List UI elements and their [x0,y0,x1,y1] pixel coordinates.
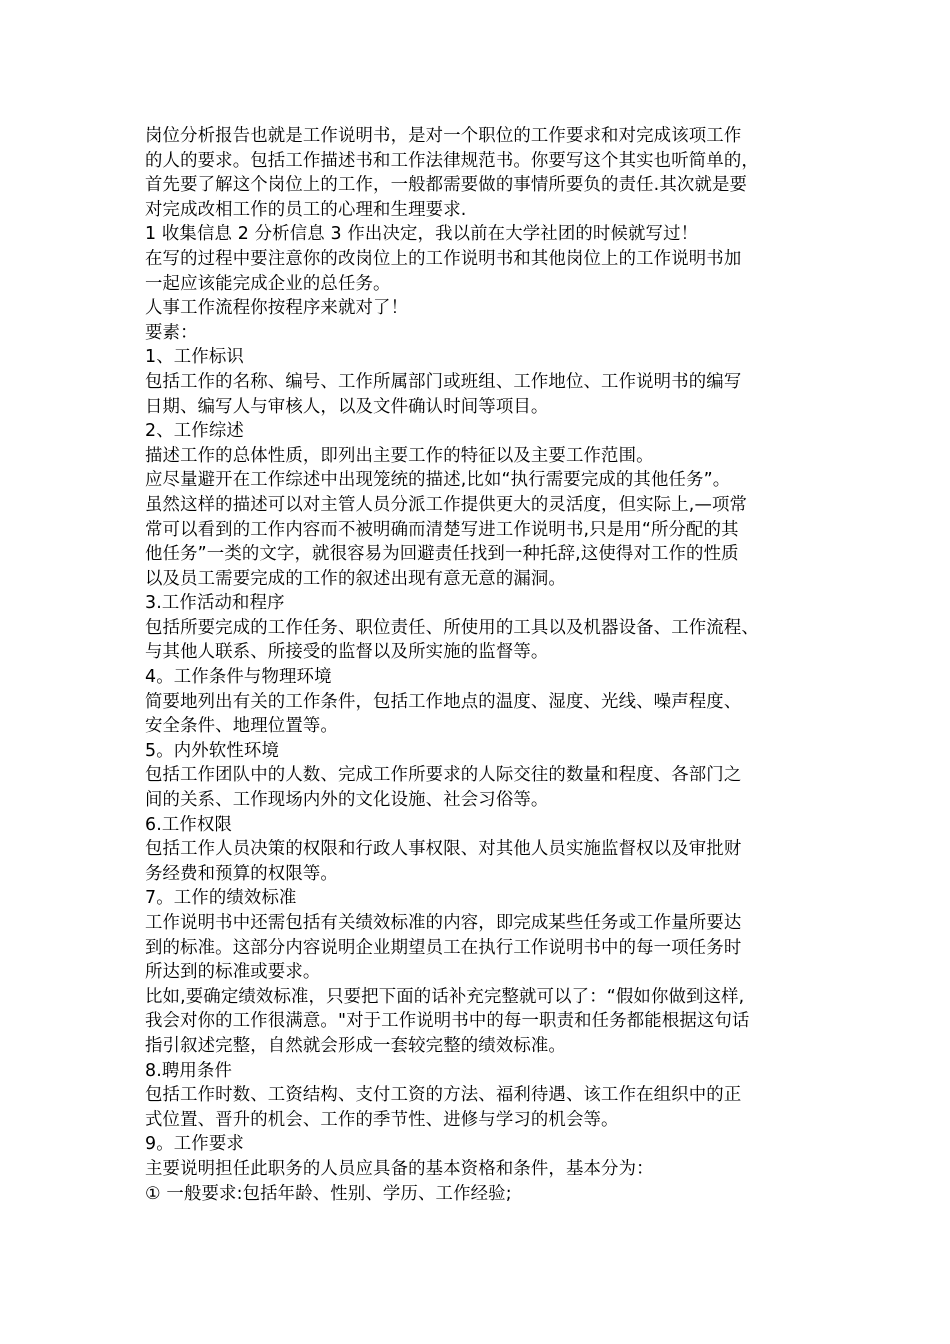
text-line: 日期、编写人与审核人，以及文件确认时间等项目。 [145,396,549,417]
document-body [145,124,817,1206]
text-line: 简要地列出有关的工作条件，包括工作地点的温度、湿度、光线、噪声程度、 [145,691,742,712]
text-line: 他任务”一类的文字，就很容易为回避责任找到一种托辞,这使得对工作的性质 [145,544,739,565]
text-line: 主要说明担任此职务的人员应具备的基本资格和条件，基本分为： [145,1158,654,1179]
list-item: ① 一般要求:包括年龄、性别、学历、工作经验; [145,1183,512,1204]
section-heading: 6.工作权限 [145,814,233,835]
section-heading: 5。内外软性环境 [145,740,279,761]
text-line: 虽然这样的描述可以对主管人员分派工作提供更大的灵活度，但实际上,—项常 [145,494,748,515]
text-line: 与其他人联系、所接受的监督以及所实施的监督等。 [145,642,549,663]
text-line: 指引叙述完整，自然就会形成一套较完整的绩效标准。 [145,1035,566,1056]
text-line: 所达到的标准或要求。 [145,962,321,983]
section-label: 要素： [145,322,198,343]
section-heading: 3.工作活动和程序 [145,593,285,614]
text-line: 包括工作时数、工资结构、支付工资的方法、福利待遇、该工作在组织中的正 [145,1085,742,1106]
text-line: 式位置、晋升的机会、工作的季节性、进修与学习的机会等。 [145,1109,619,1130]
text-line: 比如,要确定绩效标准，只要把下面的话补充完整就可以了：“假如你做到这样, [145,986,745,1007]
text-line: 应尽量避开在工作综述中出现笼统的描述,比如“执行需要完成的其他任务”。 [145,470,731,491]
section-heading: 8.聘用条件 [145,1060,233,1081]
text-line: 在写的过程中要注意你的改岗位上的工作说明书和其他岗位上的工作说明书加 [145,248,742,269]
text-line: 描述工作的总体性质，即列出主要工作的特征以及主要工作范围。 [145,445,654,466]
text-line: 到的标准。这部分内容说明企业期望员工在执行工作说明书中的每一项任务时 [145,937,742,958]
text-line: 包括工作人员决策的权限和行政人事权限、对其他人员实施监督权以及审批财 [145,839,742,860]
section-heading: 7。工作的绩效标准 [145,888,297,909]
section-heading: 2、工作综述 [145,421,244,442]
text-line: 工作说明书中还需包括有关绩效标准的内容，即完成某些任务或工作量所要达 [145,913,742,933]
section-heading: 9。工作要求 [145,1134,244,1155]
text-line: 务经费和预算的权限等。 [145,863,338,884]
section-heading: 1、工作标识 [145,347,244,368]
text-line: 1 收集信息 2 分析信息 3 作出决定，我以前在大学社团的时候就写过！ [145,224,699,245]
text-line: 首先要了解这个岗位上的工作，一般都需要做的事情所要负的责任.其次就是要 [145,175,748,196]
text-line: 对完成改相工作的员工的心理和生理要求. [145,199,467,220]
text-line: 常可以看到的工作内容而不被明确而清楚写进工作说明书,只是用“所分配的其 [145,519,739,540]
text-line: 以及员工需要完成的工作的叙述出现有意无意的漏洞。 [145,568,566,589]
text-line: 包括工作团队中的人数、完成工作所要求的人际交往的数量和程度、各部门之 [145,765,742,786]
text-line: 一起应该能完成企业的总任务。 [145,273,391,294]
text-line: 的人的要求。包括工作描述书和工作法律规范书。你要写这个其实也听简单的， [145,150,759,171]
text-line: 包括工作的名称、编号、工作所属部门或班组、工作地位、工作说明书的编写 [145,371,742,392]
text-line: 岗位分析报告也就是工作说明书，是对一个职位的工作要求和对完成该项工作 [145,126,742,146]
text-line: 间的关系、工作现场内外的文化设施、社会习俗等。 [145,790,549,811]
section-heading: 4。工作条件与物理环境 [145,667,332,688]
text-line: 我会对你的工作很满意。"对于工作说明书中的每一职责和任务都能根据这句话 [145,1011,750,1032]
text-line: 人事工作流程你按程序来就对了！ [145,298,409,319]
text-line: 包括所要完成的工作任务、职位责任、所使用的工具以及机器设备、工作流程、 [145,617,759,638]
text-line: 安全条件、地理位置等。 [145,716,338,737]
